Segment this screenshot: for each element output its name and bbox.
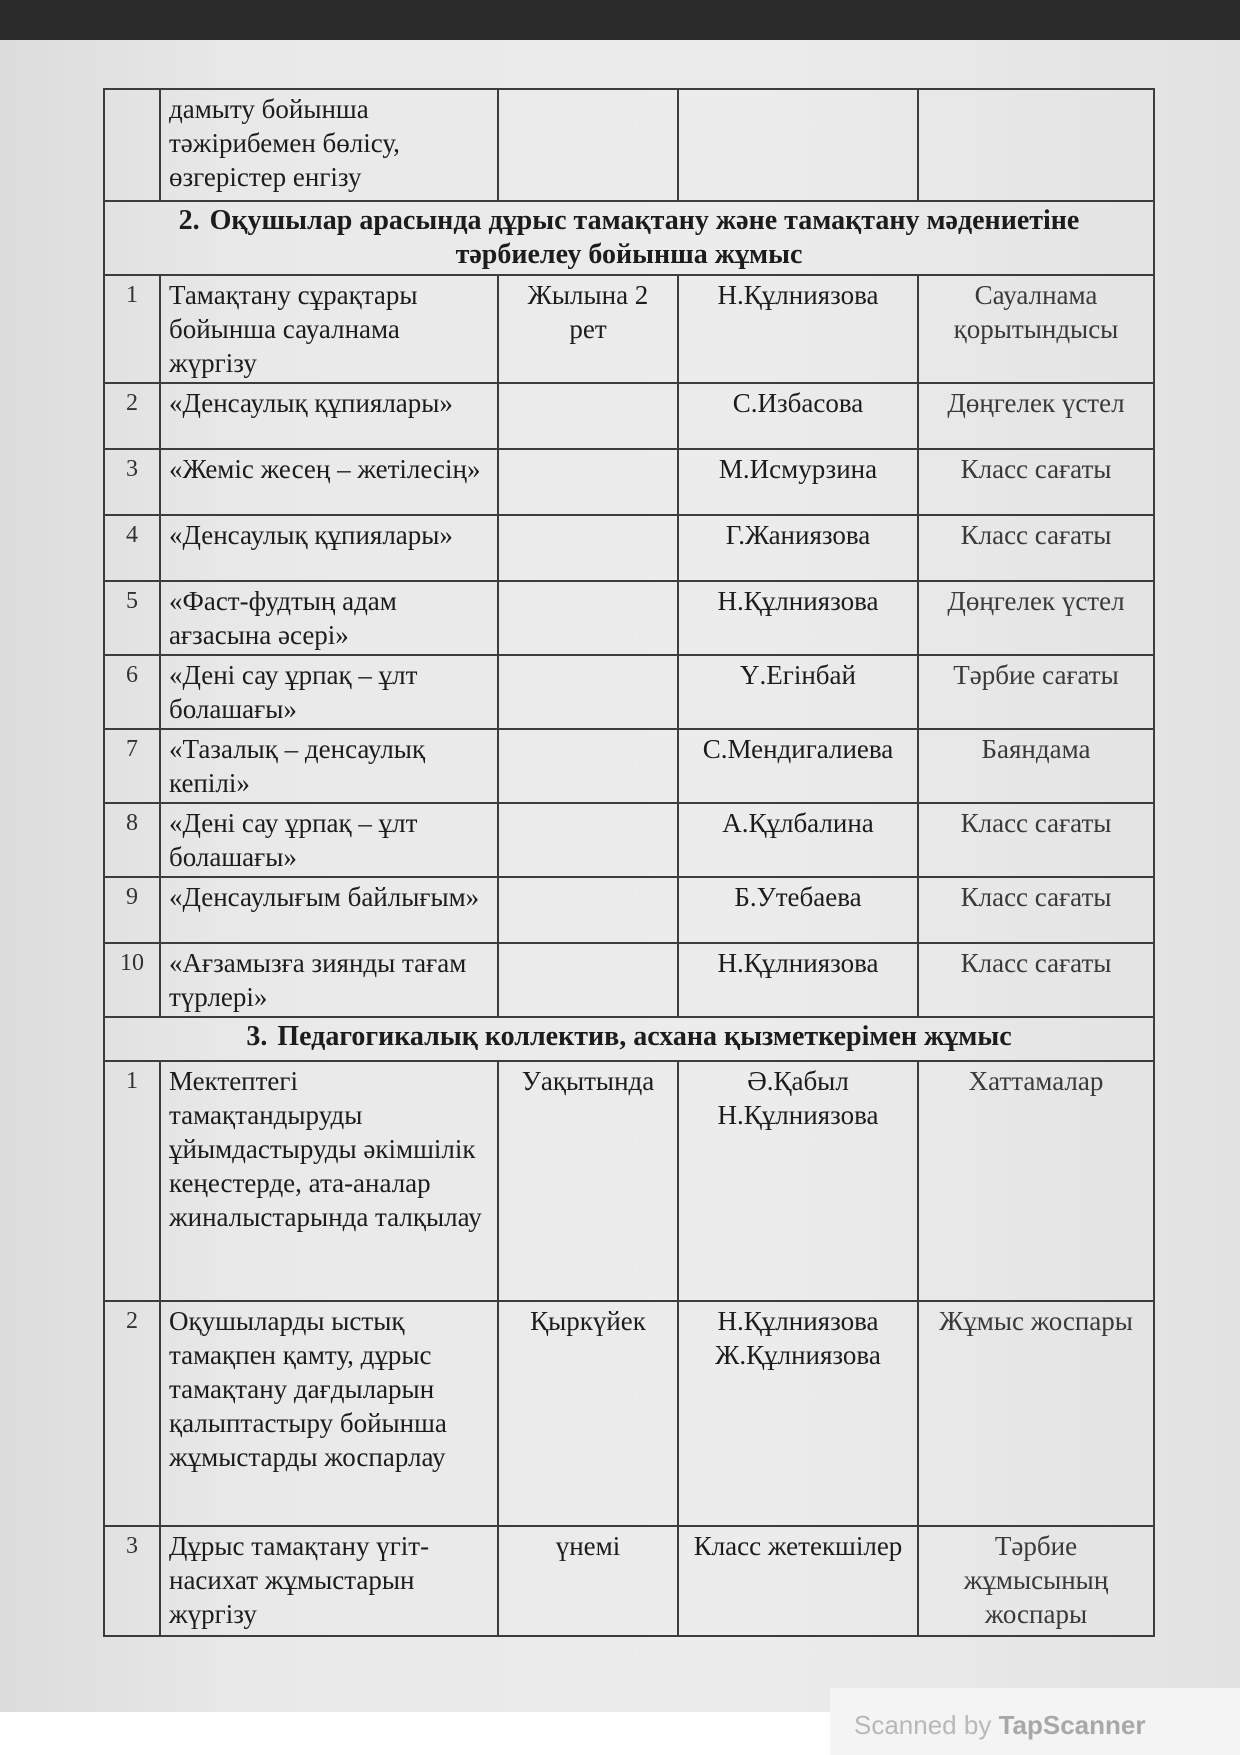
- result-form-cell: Баяндама: [918, 729, 1154, 803]
- result-form-cell: [918, 89, 1154, 201]
- row-number-cell: 6: [104, 655, 160, 729]
- responsible-cell: Н.Құлниязова: [678, 581, 918, 655]
- event-name-cell: дамыту бойынша тәжірибемен бөлісу, өзгерістер енгізу: [160, 89, 498, 201]
- watermark-prefix: Scanned by: [854, 1710, 999, 1740]
- section-title-text: Оқушылар арасында дұрыс тамақтану және тамақтану мәдениетіне тәрбиелеу бойынша жұмыс: [209, 205, 1080, 270]
- table-row: [104, 449, 1154, 515]
- time-cell: Уақытында: [498, 1061, 678, 1301]
- time-cell: [498, 943, 678, 1017]
- scanner-watermark: [830, 1688, 1240, 1755]
- event-name-cell: «Жеміс жесең – жетілесің»: [160, 449, 498, 515]
- section-3-header: [104, 1017, 1154, 1061]
- row-number-cell: 8: [104, 803, 160, 877]
- result-form-cell: Сауалнама қорытындысы: [918, 275, 1154, 383]
- responsible-cell: Н.Құлниязова Ж.Құлниязова: [678, 1301, 918, 1526]
- result-form-cell: Класс сағаты: [918, 877, 1154, 943]
- time-cell: Жылына 2 рет: [498, 275, 678, 383]
- section-number: 3.: [246, 1021, 268, 1052]
- responsible-cell: Класс жетекшілер: [678, 1526, 918, 1636]
- time-cell: Қыркүйек: [498, 1301, 678, 1526]
- result-form-cell: Жұмыс жоспары: [918, 1301, 1154, 1526]
- responsible-cell: А.Құлбалина: [678, 803, 918, 877]
- table-row: [104, 943, 1154, 1017]
- plan-table: [103, 88, 1155, 1637]
- table-row: [104, 581, 1154, 655]
- responsible-cell: Г.Жаниязова: [678, 515, 918, 581]
- result-form-cell: Хаттамалар: [918, 1061, 1154, 1301]
- event-name-cell: «Ағзамызға зиянды тағам түрлері»: [160, 943, 498, 1017]
- event-name-cell: Дұрыс тамақтану үгіт-насихат жұмыстарын жүргізу: [160, 1526, 498, 1636]
- time-cell: [498, 89, 678, 201]
- row-number-cell: 3: [104, 1526, 160, 1636]
- time-cell: [498, 729, 678, 803]
- event-name-cell: «Тазалық – денсаулық кепілі»: [160, 729, 498, 803]
- section-title: [104, 1017, 1154, 1061]
- result-form-cell: Класс сағаты: [918, 943, 1154, 1017]
- event-name-cell: Оқушыларды ыстық тамақпен қамту, дұрыс тамақтану дағдыларын қалыптастыру бойынша жұмыстарды жоспарлау: [160, 1301, 498, 1526]
- event-name-cell: Тамақтану сұрақтары бойынша сауалнама жүргізу: [160, 275, 498, 383]
- table-row: [104, 655, 1154, 729]
- responsible-cell: Б.Утебаева: [678, 877, 918, 943]
- time-cell: [498, 581, 678, 655]
- table-row: [104, 1301, 1154, 1526]
- responsible-cell: Н.Құлниязова: [678, 943, 918, 1017]
- responsible-cell: М.Исмурзина: [678, 449, 918, 515]
- event-name-cell: «Денсаулық құпиялары»: [160, 383, 498, 449]
- row-number-cell: 10: [104, 943, 160, 1017]
- responsible-cell: Ә.Қабыл Н.Құлниязова: [678, 1061, 918, 1301]
- table-row: [104, 803, 1154, 877]
- responsible-cell: [678, 89, 918, 201]
- time-cell: [498, 877, 678, 943]
- row-number-cell: 7: [104, 729, 160, 803]
- row-number-cell: 1: [104, 275, 160, 383]
- responsible-cell: Н.Құлниязова: [678, 275, 918, 383]
- result-form-cell: Дөңгелек үстел: [918, 581, 1154, 655]
- table-row: [104, 1526, 1154, 1636]
- row-number-cell: [104, 89, 160, 201]
- result-form-cell: Тәрбие жұмысының жоспары: [918, 1526, 1154, 1636]
- event-name-cell: «Денсаулық құпиялары»: [160, 515, 498, 581]
- section-title: [104, 201, 1154, 275]
- result-form-cell: Дөңгелек үстел: [918, 383, 1154, 449]
- row-number-cell: 3: [104, 449, 160, 515]
- table-row: [104, 275, 1154, 383]
- time-cell: [498, 383, 678, 449]
- event-name-cell: «Денсаулығым байлығым»: [160, 877, 498, 943]
- time-cell: [498, 515, 678, 581]
- row-number-cell: 9: [104, 877, 160, 943]
- table-row: [104, 89, 1154, 201]
- section-number: 2.: [178, 205, 200, 236]
- responsible-cell: С.Избасова: [678, 383, 918, 449]
- row-number-cell: 2: [104, 1301, 160, 1526]
- event-name-cell: «Фаст-фудтың адам ағзасына әсері»: [160, 581, 498, 655]
- section-2-header: [104, 201, 1154, 275]
- section-title-text: Педагогикалық коллектив, асхана қызметкерімен жұмыс: [277, 1021, 1012, 1052]
- event-name-cell: Мектептегі тамақтандыруды ұйымдастыруды әкімшілік кеңестерде, ата-аналар жиналыстарында талқылау: [160, 1061, 498, 1301]
- result-form-cell: Тәрбие сағаты: [918, 655, 1154, 729]
- result-form-cell: Класс сағаты: [918, 449, 1154, 515]
- row-number-cell: 4: [104, 515, 160, 581]
- watermark-brand: TapScanner: [998, 1710, 1146, 1740]
- responsible-cell: Ү.Егінбай: [678, 655, 918, 729]
- table-row: [104, 1061, 1154, 1301]
- row-number-cell: 5: [104, 581, 160, 655]
- time-cell: [498, 803, 678, 877]
- event-name-cell: «Дені сау ұрпақ – ұлт болашағы»: [160, 655, 498, 729]
- table-row: [104, 383, 1154, 449]
- event-name-cell: «Дені сау ұрпақ – ұлт болашағы»: [160, 803, 498, 877]
- table-row: [104, 877, 1154, 943]
- time-cell: [498, 449, 678, 515]
- result-form-cell: Класс сағаты: [918, 803, 1154, 877]
- row-number-cell: 2: [104, 383, 160, 449]
- table-row: [104, 729, 1154, 803]
- result-form-cell: Класс сағаты: [918, 515, 1154, 581]
- row-number-cell: 1: [104, 1061, 160, 1301]
- time-cell: [498, 655, 678, 729]
- time-cell: үнемі: [498, 1526, 678, 1636]
- responsible-cell: С.Мендигалиева: [678, 729, 918, 803]
- table-row: [104, 515, 1154, 581]
